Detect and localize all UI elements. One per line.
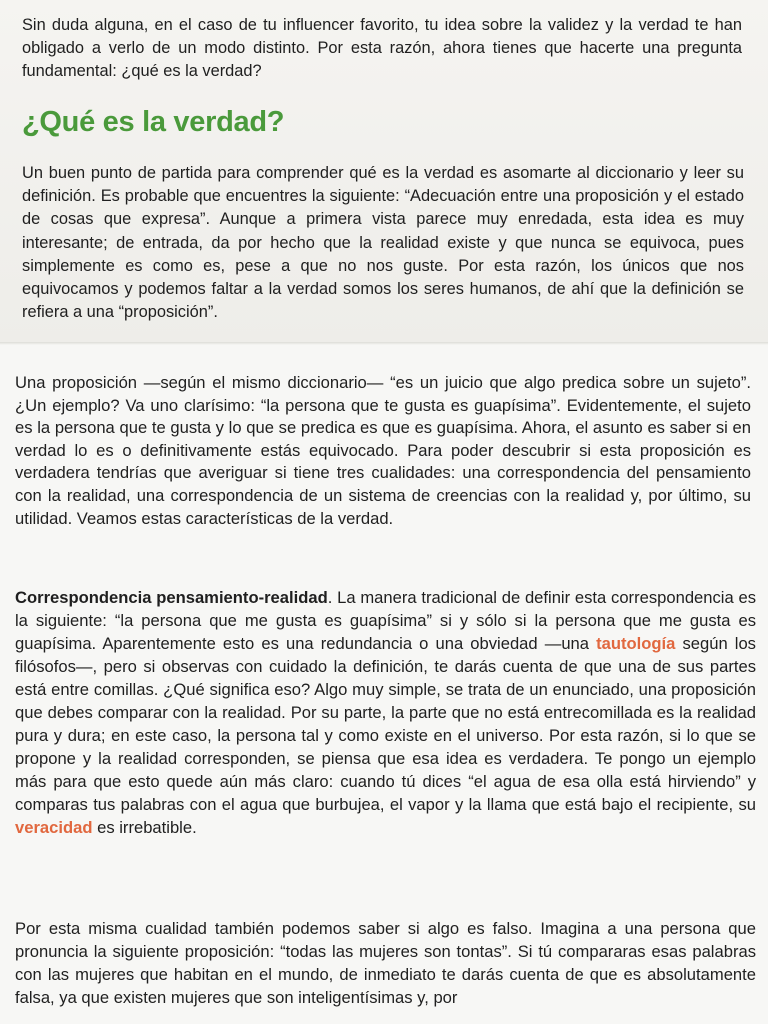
correspondence-text-2: según los filósofos—, pero si observas con cuidado la definición, te darás cuenta de que una de sus partes está entre comillas. ¿Qué significa eso? Algo muy simple, se trata de un enunciado, una proposición que debes comparar con la realidad. Por su parte, la parte que no está entrecomillada es la realidad pura y dura; en este caso, la persona tal y como existe en el universo. Por esta razón, si lo que se propone y la realidad corresponden, se piensa que esa idea es verdadera. Te pongo un ejemplo más para que esto quede aún más claro: cuando tú dices “el agua de esa olla está hirviendo” y comparas tus palabras con el agua que burbujea, el vapor y la llama que está bajo el recipiente, su bbox=[15, 634, 756, 814]
correspondence-text-3: es irrebatible. bbox=[92, 818, 197, 837]
correspondence-text-1: . La manera tradicional de definir esta correspondencia es la siguiente: “la persona que me gusta es guapísima” si y sólo si la persona que me gusta es guapísima. Aparentemente esto es una redundancia o una obviedad —una bbox=[15, 588, 756, 653]
page-seam bbox=[0, 342, 768, 345]
intro-paragraph: Sin duda alguna, en el caso de tu influencer favorito, tu idea sobre la validez y la verdad te han obligado a verlo de un modo distinto. Por esta razón, ahora tienes que hacerte una pregunta fundamental: ¿qué es la verdad? bbox=[22, 16, 742, 81]
term-tautologia: tautología bbox=[596, 634, 676, 653]
proposition-paragraph: Una proposición —según el mismo diccionario— “es un juicio que algo predica sobre un sujeto”. ¿Un ejemplo? Va uno clarísimo: “la persona que te gusta es guapísima”. Evidentemente, el sujeto es la persona que te gusta y lo que se predica es que es guapísima. Ahora, el asunto es saber si en verdad lo es o definitivamente estás equivocado. Para poder descubrir si esta proposición es verdadera tendrías que averiguar si tiene tres cualidades: una correspondencia del pensamiento con la realidad, una correspondencia de un sistema de creencias con la realidad y, por último, su utilidad. Veamos estas características de la verdad. bbox=[15, 373, 751, 528]
definition-paragraph: Un buen punto de partida para comprender qué es la verdad es asomarte al diccionario y leer su definición. Es probable que encuentres la siguiente: “Adecuación entre una proposición y el estado de cosas que expresa”. Aunque a primera vista parece muy enredada, esta idea es muy interesante; de entrada, da por hecho que la realidad existe y que nunca se equivoca, pues simplemente es como es, pese a que no nos guste. Por esta razón, los únicos que nos equivocamos y podemos faltar a la verdad somos los seres humanos, de ahí que la definición se refiera a una “proposición”. bbox=[22, 164, 744, 322]
falsehood-paragraph: Por esta misma cualidad también podemos saber si algo es falso. Imagina a una persona que pronuncia la siguiente proposición: “todas las mujeres son tontas”. Si tú compararas esas palabras con las mujeres que habitan en el mundo, de inmediato te darás cuenta de que es absolutamente falsa, ya que existen mujeres que son inteligentísimas y, por bbox=[15, 919, 756, 1007]
correspondence-lead: Correspondencia pensamiento-realidad bbox=[15, 588, 328, 607]
section-heading: ¿Qué es la verdad? bbox=[22, 106, 285, 138]
term-veracidad: veracidad bbox=[15, 818, 93, 837]
correspondence-paragraph bbox=[15, 586, 756, 839]
